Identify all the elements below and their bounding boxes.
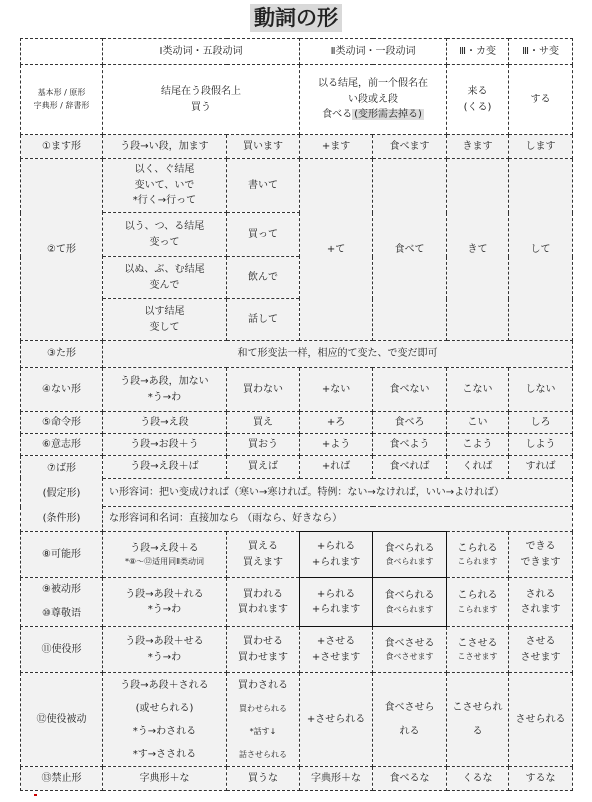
kanou-group2-example: 食べられる 食べられます bbox=[373, 532, 447, 578]
te-example-2: 買って bbox=[227, 213, 300, 257]
kanou-ka: こられる こられます bbox=[447, 532, 509, 578]
row-ishi bbox=[21, 434, 573, 456]
ukemi-ka: こられる こられます bbox=[447, 578, 509, 627]
basic-sa: する bbox=[509, 65, 573, 135]
label-te: ②て形 bbox=[21, 159, 103, 341]
te-example-4: 話して bbox=[227, 299, 300, 341]
masu-sa: します bbox=[509, 135, 573, 159]
kanou-group2: +られる +られます bbox=[300, 532, 373, 578]
label-ba: ⑦ば形 (假定形) (条件形) bbox=[21, 456, 103, 532]
te-group2-example: 食べて bbox=[373, 159, 447, 341]
shieki-sa: させる させます bbox=[509, 627, 573, 673]
header-sa: Ⅲ・サ变 bbox=[509, 39, 573, 65]
basic-group2: 以る结尾，前一个假名在 い段或え段 食べる (变形需去掉る) bbox=[300, 65, 447, 135]
te-example-1: 書いて bbox=[227, 159, 300, 213]
label-meirei: ⑤命令形 bbox=[21, 412, 103, 434]
shieki-ukemi-ka: こさせられ る bbox=[447, 673, 509, 767]
ta-rule: 和て形变法一样，相应的て变た、で变だ即可 bbox=[103, 341, 573, 368]
header-group1: Ⅰ类动词・五段动词 bbox=[103, 39, 300, 65]
kinshi-group2: 字典形＋な bbox=[300, 767, 373, 791]
shieki-ka: こさせる こさせます bbox=[447, 627, 509, 673]
shieki-group2: +させる +させます bbox=[300, 627, 373, 673]
label-kanou: ⑧可能形 bbox=[21, 532, 103, 578]
shieki-ukemi-group2: +させられる bbox=[300, 673, 373, 767]
shieki-ukemi-sa: させられる bbox=[509, 673, 573, 767]
row-kinshi bbox=[21, 767, 573, 791]
ishi-rule: う段→お段＋う bbox=[103, 434, 227, 456]
meirei-sa: しろ bbox=[509, 412, 573, 434]
masu-example: 買います bbox=[227, 135, 300, 159]
ba-group2: +れば bbox=[300, 456, 373, 479]
row-shieki-ukemi bbox=[21, 673, 573, 767]
ishi-ka: こよう bbox=[447, 434, 509, 456]
row-shieki bbox=[21, 627, 573, 673]
ba-sa: すれば bbox=[509, 456, 573, 479]
masu-group2-example: 食べます bbox=[373, 135, 447, 159]
row-ba-note-1 bbox=[21, 478, 573, 506]
ishi-example: 買おう bbox=[227, 434, 300, 456]
te-rule-4: 以す结尾 变して bbox=[103, 299, 227, 341]
ba-ka: くれば bbox=[447, 456, 509, 479]
ba-rule: う段→え段＋ば bbox=[103, 456, 227, 479]
nai-ka: こない bbox=[447, 368, 509, 412]
nai-group2-example: 食べない bbox=[373, 368, 447, 412]
label-ishi: ⑥意志形 bbox=[21, 434, 103, 456]
nai-rule: う段→あ段，加ない *う→わ bbox=[103, 368, 227, 412]
label-ukemi: ⑨被动形 ⑩尊敬语 bbox=[21, 578, 103, 627]
label-ta: ③た形 bbox=[21, 341, 103, 368]
ukemi-example: 買われる 買われます bbox=[227, 578, 300, 627]
te-rule-2: 以う、つ、る结尾 变って bbox=[103, 213, 227, 257]
label-kinshi: ⑬禁止形 bbox=[21, 767, 103, 791]
te-sa: して bbox=[509, 159, 573, 341]
note-highlight: (变形需去掉る) bbox=[354, 109, 422, 121]
ba-na-adjective-note: な形容词和名词：直接加なら （雨なら、好きなら） bbox=[103, 507, 573, 532]
label-shieki: ⑪使役形 bbox=[21, 627, 103, 673]
shieki-ukemi-group2-example: 食べさせら れる bbox=[373, 673, 447, 767]
meirei-group2: +ろ bbox=[300, 412, 373, 434]
meirei-ka: こい bbox=[447, 412, 509, 434]
row-basic-form bbox=[21, 65, 573, 135]
kinshi-ka: くるな bbox=[447, 767, 509, 791]
ishi-group2: +よう bbox=[300, 434, 373, 456]
ba-i-adjective-note: い形容词：把い变成ければ（寒い→寒ければ。特例：ない→なければ，いい→よければ） bbox=[103, 478, 573, 506]
row-masu bbox=[21, 135, 573, 159]
ukemi-rule: う段→あ段＋れる *う→わ bbox=[103, 578, 227, 627]
basic-ka: 来る (くる) bbox=[447, 65, 509, 135]
ba-group2-example: 食べれば bbox=[373, 456, 447, 479]
meirei-rule: う段→え段 bbox=[103, 412, 227, 434]
shieki-group2-example: 食べさせる 食べさせます bbox=[373, 627, 447, 673]
ukemi-group2-example: 食べられる 食べられます bbox=[373, 578, 447, 627]
page-title: 動詞の形 bbox=[0, 4, 592, 34]
label-masu: ①ます形 bbox=[21, 135, 103, 159]
te-rule-3: 以ぬ、ぶ、む结尾 变んで bbox=[103, 257, 227, 299]
shieki-rule: う段→あ段＋せる *う→わ bbox=[103, 627, 227, 673]
label-nai: ④ない形 bbox=[21, 368, 103, 412]
ishi-group2-example: 食べよう bbox=[373, 434, 447, 456]
row-ta bbox=[21, 341, 573, 368]
nai-example: 買わない bbox=[227, 368, 300, 412]
kinshi-rule: 字典形＋な bbox=[103, 767, 227, 791]
ba-example: 買えば bbox=[227, 456, 300, 479]
masu-ka: きます bbox=[447, 135, 509, 159]
masu-rule: う段→い段，加ます bbox=[103, 135, 227, 159]
row-ba-note-2 bbox=[21, 507, 573, 532]
header-group2: Ⅱ类动词・一段动词 bbox=[300, 39, 447, 65]
kanou-sa: できる できます bbox=[509, 532, 573, 578]
meirei-example: 買え bbox=[227, 412, 300, 434]
label-basic-form: 基本形 / 原形 字典形 / 辞書形 bbox=[21, 65, 103, 135]
row-meirei bbox=[21, 412, 573, 434]
te-group2: +て bbox=[300, 159, 373, 341]
shieki-ukemi-rule: う段→あ段＋される (或せられる) *う→わされる *す→さされる bbox=[103, 673, 227, 767]
te-ka: きて bbox=[447, 159, 509, 341]
meirei-group2-example: 食べろ bbox=[373, 412, 447, 434]
row-kanou bbox=[21, 532, 573, 578]
kinshi-example: 買うな bbox=[227, 767, 300, 791]
basic-group1: 结尾在う段假名上 買う bbox=[103, 65, 300, 135]
kinshi-group2-example: 食べるな bbox=[373, 767, 447, 791]
te-rule-1: 以く、ぐ结尾 变いて、いで *行く→行って bbox=[103, 159, 227, 213]
shieki-example: 買わせる 買わせます bbox=[227, 627, 300, 673]
ishi-sa: しよう bbox=[509, 434, 573, 456]
ukemi-sa: される されます bbox=[509, 578, 573, 627]
nai-sa: しない bbox=[509, 368, 573, 412]
te-example-3: 飲んで bbox=[227, 257, 300, 299]
header-empty-cell bbox=[21, 39, 103, 65]
verb-forms-table bbox=[20, 38, 573, 791]
header-row bbox=[21, 39, 573, 65]
label-shieki-ukemi: ⑫使役被动 bbox=[21, 673, 103, 767]
kanou-example: 買える 買えます bbox=[227, 532, 300, 578]
row-te-1 bbox=[21, 159, 573, 213]
shieki-ukemi-example: 買わされる 買わせられる *話す↓ 話させられる bbox=[227, 673, 300, 767]
row-ukemi bbox=[21, 578, 573, 627]
ukemi-group2: +られる +られます bbox=[300, 578, 373, 627]
kinshi-sa: するな bbox=[509, 767, 573, 791]
nai-group2: +ない bbox=[300, 368, 373, 412]
masu-group2: +ます bbox=[300, 135, 373, 159]
header-ka: Ⅲ・カ变 bbox=[447, 39, 509, 65]
row-nai bbox=[21, 368, 573, 412]
paragraph-mark bbox=[34, 794, 37, 796]
kanou-rule: う段→え段＋る *⑧～⑫适用同Ⅱ类动词 bbox=[103, 532, 227, 578]
row-ba bbox=[21, 456, 573, 479]
